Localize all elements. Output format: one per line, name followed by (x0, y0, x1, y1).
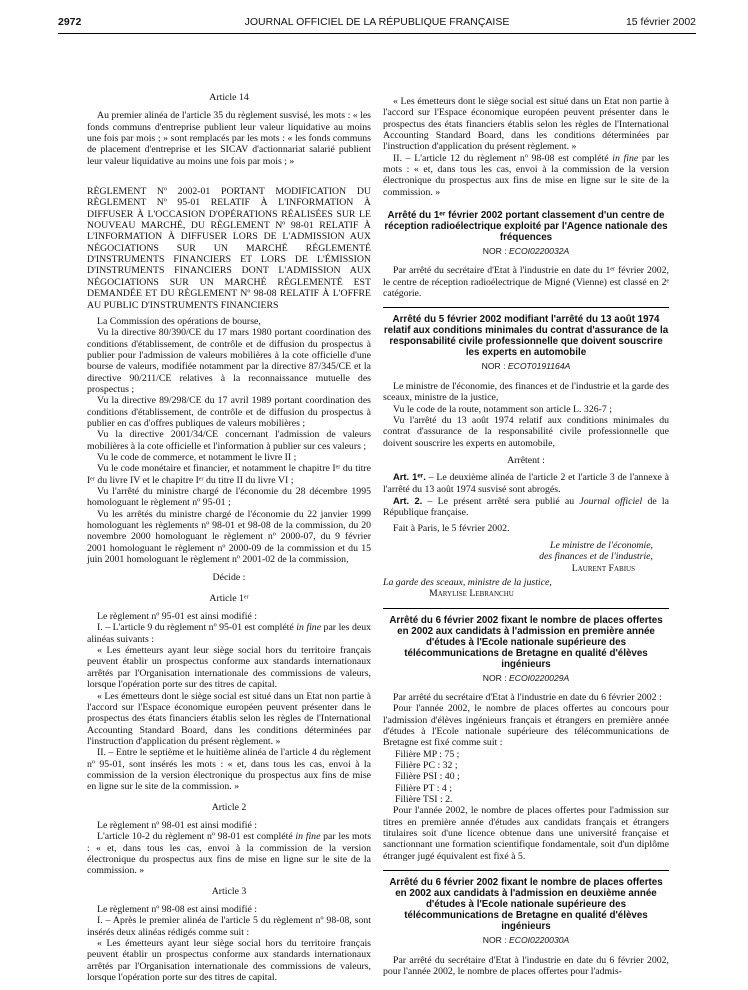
section-3-p2: Pour l'année 2002, le nombre de places offertes au concours pour l'admission d'élèves ingénieurs français et étrangers en première année d'études à l'Ecole nationale supérieure des télécommunications de Bretagne est fixé comme suit : (383, 703, 669, 749)
section-1-text: Par arrêté du secrétaire d'Etat à l'industrie en date du 1ᵉʳ février 2002, le centre de réception radioélectrique de Migné (Vienne) est classé en 2ᵉ catégorie. (383, 265, 669, 300)
signature-2-name: Marylise Lebranchu (429, 588, 514, 600)
section-separator (383, 307, 669, 308)
section-3-p1: Par arrêté du secrétaire d'Etat à l'industrie en date du 6 février 2002 : (393, 692, 662, 703)
left-column (87, 92, 371, 983)
decide-line: Décide : (212, 572, 246, 584)
article-14-text: Au premier alinéa de l'article 35 du règlement susvisé, les mots : « les fonds communs d'entreprise publient leur valeur liquidative au moins une fois par mois ; » sont remplacés par les mots : « les fonds communs de placement d'entreprise et les SICAV d'actionnariat salarié publient leur valeur liquidative au moins une fois par mois ; » (87, 110, 371, 167)
vu-1: Vu la directive 80/390/CE du 17 mars 1980 portant coordination des conditions d'établissement, de contrôle et de diffusion du prospectus à publier pour l'admission de valeurs mobilières à la cote officielle d'une bourse de valeurs, modifiée notamment par la directive 87/345/CE et la directive 90/211/CE relatives à la reconnaissance mutuelle des prospectus ; (87, 327, 371, 395)
section-4-heading: Arrêté du 6 février 2002 fixant le nombre de places offertes en 2002 aux candidats à l'admission en deuxième année d'études à l'Ecole nationale supérieure des télécommunications de Bretagne en qualité d'élèves ingénieurs (389, 877, 663, 933)
header-rule (58, 33, 696, 34)
reglement-title: RÈGLEMENT Nº 2002-01 PORTANT MODIFICATION DU RÈGLEMENT Nº 95-01 RELATIF À L'INFORMATION À DIFFUSER À L'OCCASION D'OPÉRATIONS RÉALISÉES SUR LE NOUVEAU MARCHÉ, DU RÈGLEMENT Nº 98-01 RELATIF À L'INFORMATION À DIFFUSER LORS DE L'ADMISSION AUX NÉGOCIATIONS SUR UN MARCHÉ RÉGLEMENTÉ D'INSTRUMENTS FINANCIERS ET LORS DE L'ÉMISSION D'INSTRUMENTS FINANCIERS DONT L'ADMISSION AUX NÉGOCIATIONS SUR UN MARCHÉ RÉGLEMENTÉ EST DEMANDÉE ET DU RÈGLEMENT Nº 98-08 RELATIF À L'OFFRE AU PUBLIC D'INSTRUMENTS FINANCIERS (87, 186, 371, 311)
article-3-ii: II. – L'article 12 du règlement nº 98-08 est complété in fine par les mots : « et, dans tous les cas, envoi à la commission de la version électronique du prospectus aux fins de mise en ligne sur le site de la commission. » (383, 152, 670, 198)
signature-1-name: Laurent Fabius (571, 562, 635, 574)
signature-1-line-1: Le ministre de l'économie, (550, 539, 653, 551)
signature-1-line-2: des finances et de l'industrie, (539, 551, 653, 563)
section-separator (383, 870, 669, 871)
article-3-i: I. – Après le premier alinéa de l'article 5 du règlement nº 98-08, sont insérés deux alinéas rédigés comme suit : (87, 915, 371, 938)
quote-continued: « Les émetteurs dont le siège social est situé dans un Etat non partie à l'accord sur l'Espace économique européen peuvent présenter dans le prospectus des états financiers établis selon les règles de l'International Accounting Standard Board, dans les conditions déterminées par l'instruction d'application du présent règlement. » (383, 96, 669, 153)
section-2-p1: Le ministre de l'économie, des finances et de l'industrie et la garde des sceaux, ministre de la justice, (383, 380, 669, 404)
section-4-p1: Par arrêté du secrétaire d'Etat à l'industrie en date du 6 février 2002, pour l'année 2002, le nombre de places offertes pour l'admis- (383, 954, 669, 977)
vu-4: Vu le code de commerce, et notamment le livre II ; (97, 451, 297, 463)
vu-3: Vu la directive 2001/34/CE concernant l'admission de valeurs mobilières à la cote officielle et l'information à publier sur ces valeurs ; (87, 429, 371, 452)
article-1-ii: II. – Entre le septième et le huitième alinéa de l'article 4 du règlement nº 95-01, sont insérés les mots : « et, dans tous les cas, envoi à la commission de la version électronique du prospectus aux fins de mise en ligne sur le site de la commission. » (87, 747, 371, 793)
page-header (58, 16, 696, 32)
article-3-title: Article 3 (211, 885, 247, 897)
section-3-heading: Arrêté du 6 février 2002 fixant le nombre de places offertes en 2002 aux candidats à l'admission en première année d'études à l'Ecole nationale supérieure des télécommunications de Bretagne en qualité d'élèves ingénieurs (389, 614, 663, 670)
article-14-title: Article 14 (209, 92, 249, 103)
journal-title: JOURNAL OFFICIEL DE LA RÉPUBLIQUE FRANÇAISE (244, 16, 510, 28)
section-2-art-2: Art. 2. – Le présent arrêté sera publié au Journal officiel de la République française. (383, 494, 670, 519)
vu-7: Vu les arrêtés du ministre chargé de l'économie du 22 janvier 1999 homologuant les règlements nº 98-01 et 98-08 de la commission, du 20 novembre 2000 homologuant le règlement nº 2000-07, du 9 février 2001 homologuant le règlement nº 2000-09 de la commission et du 15 juin 2001 homologuant le règlement nº 2001-02 de la commission, (87, 508, 371, 566)
article-1-i: I. – L'article 9 du règlement nº 95-01 est complété in fine par les deux alinéas suivants : (87, 622, 371, 645)
vu-5: Vu le code monétaire et financier, et notamment le chapitre Iᵉʳ du titre Iᵉʳ du livre IV et le chapitre Iᵉʳ du titre II du livre VI ; (87, 463, 371, 486)
article-2-intro: Le règlement nº 98-01 est ainsi modifié : (97, 819, 258, 831)
section-3-nor: NOR : ECOI0220029A (482, 672, 570, 683)
signature-2-line: La garde des sceaux, ministre de la justice, (383, 576, 552, 588)
section-2-art-1: Art. 1ᵉʳ. – Le deuxième alinéa de l'article 2 et l'article 3 de l'annexe à l'arrêté du 13 août 1974 susvisé sont abrogés. (383, 471, 669, 495)
list-item: Filière TSI : 2. (395, 794, 453, 806)
section-2-arretent: Arrêtent : (507, 454, 545, 466)
section-2-p3: Vu l'arrêté du 13 août 1974 relatif aux conditions minimales du contrat d'assurance de la responsabilité civile professionnelle que doivent souscrire les experts en automobile, (383, 414, 669, 449)
list-item: Filière PT : 4 ; (395, 782, 452, 794)
issue-date: 15 février 2002 (625, 16, 696, 28)
section-2-heading: Arrêté du 5 février 2002 modifiant l'arrêté du 13 août 1974 relatif aux conditions minimales du contrat d'assurance de la responsabilité civile professionnelle que doivent souscrire les experts en automobile (383, 314, 669, 359)
article-3-intro: Le règlement nº 98-08 est ainsi modifié : (97, 904, 258, 915)
section-2-nor: NOR : ECOT0191164A (481, 361, 571, 372)
article-2-text: L'article 10-2 du règlement nº 98-01 est complété in fine par les mots : « et, dans tous les cas, envoi à la commission de la version électronique du prospectus aux fins de mise en ligne sur le site de la commission. » (87, 831, 372, 877)
section-1-nor: NOR : ECOI0220032A (482, 246, 570, 257)
vu-2: Vu la directive 89/298/CE du 17 avril 1989 portant coordination des conditions d'établissement, de contrôle et de diffusion du prospectus à publier en cas d'offres publiques de valeurs mobilières ; (87, 395, 371, 429)
list-item: Filière MP : 75 ; (395, 748, 460, 760)
article-1-quote-2: « Les émetteurs dont le siège social est situé dans un Etat non partie à l'accord sur l'Espace économique européen peuvent présenter dans le prospectus des états financiers établis selon les règles de l'International Accounting Standard Board, dans les conditions déterminées par l'instruction d'application du présent règlement. » (87, 690, 371, 747)
article-3-quote-1: « Les émetteurs ayant leur siège social hors du territoire français peuvent établir un prospectus conforme aux standards internationaux arrêtés par l'Organisation internationale des commissions de valeurs, lorsque l'opération porte sur des titres de capital. (87, 938, 371, 984)
section-1-heading: Arrêté du 1ᵉʳ février 2002 portant classement d'un centre de réception radioélectrique exploité par l'Agence nationale des fréquences (384, 210, 668, 244)
right-column (383, 96, 669, 977)
section-2-p2: Vu le code de la route, notamment son article L. 326-7 ; (393, 403, 612, 415)
section-separator (383, 608, 669, 609)
list-item: Filière PC : 32 ; (395, 760, 458, 772)
commission-line: La Commission des opérations de bourse, (97, 315, 261, 327)
page-number: 2972 (58, 16, 82, 28)
list-item: Filière PSI : 40 ; (395, 771, 460, 783)
article-1-title: Article 1ᵉʳ (209, 592, 249, 604)
article-1-quote-1: « Les émetteurs ayant leur siège social hors du territoire français peuvent établir un prospectus conforme aux standards internationaux arrêtés par l'Organisation internationale des commissions de valeurs, lorsque l'opération porte sur des titres de capital. (87, 645, 371, 691)
section-3-p3: Pour l'année 2002, le nombre de places offertes pour l'admission sur titres en première année d'études aux candidats français et étrangers titulaires soit d'une licence obtenue dans une université française et sanctionnant une formation scientifique fondamentale, soit d'un diplôme étranger jugé équivalent est fixé à 5. (383, 805, 669, 862)
article-2-title: Article 2 (211, 801, 247, 813)
section-2-fait: Fait à Paris, le 5 février 2002. (393, 522, 510, 534)
section-4-nor: NOR : ECOI0220030A (482, 935, 570, 946)
article-1-intro: Le règlement nº 95-01 est ainsi modifié : (97, 611, 258, 623)
vu-6: Vu l'arrêté du ministre chargé de l'économie du 28 décembre 1995 homologuant le règlement nº 95-01 ; (87, 486, 371, 509)
